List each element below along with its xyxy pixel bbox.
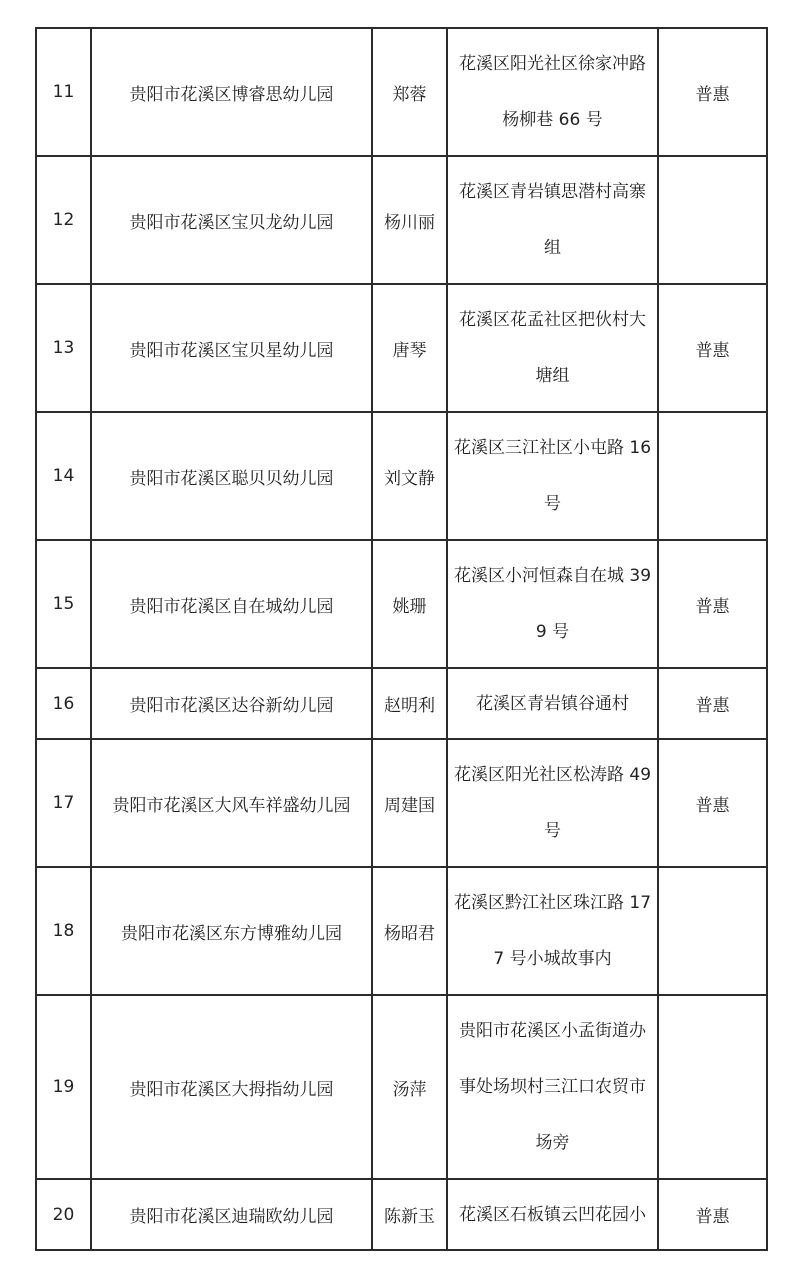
- type-label: 普惠: [658, 28, 767, 156]
- table-row: [36, 995, 767, 1179]
- kindergarten-name: 贵阳市花溪区大拇指幼儿园: [91, 995, 372, 1179]
- kindergarten-name: 贵阳市花溪区达谷新幼儿园: [91, 668, 372, 739]
- type-label: 普惠: [658, 668, 767, 739]
- address-line: 花溪区三江社区小屯路 16: [453, 438, 652, 458]
- head-name: 杨川丽: [372, 156, 447, 284]
- address-line: 花溪区花孟社区把伙村大: [459, 310, 646, 330]
- table-row: [36, 284, 767, 412]
- table-row: [36, 412, 767, 540]
- table-row: [36, 540, 767, 668]
- head-name: 周建国: [372, 739, 447, 867]
- type-label: 普惠: [658, 739, 767, 867]
- table-row: [36, 28, 767, 156]
- address-cell: [447, 28, 658, 156]
- address-cell: [447, 867, 658, 995]
- address-cell: [447, 540, 658, 668]
- address-cell: [447, 412, 658, 540]
- address-cell: [447, 156, 658, 284]
- table-row: [36, 739, 767, 867]
- table-body: [36, 28, 767, 1250]
- row-number: 16: [36, 668, 91, 739]
- address-line: 组: [544, 238, 561, 258]
- row-number: 17: [36, 739, 91, 867]
- type-label: [658, 412, 767, 540]
- head-name: 姚珊: [372, 540, 447, 668]
- address-line: 场旁: [535, 1133, 570, 1153]
- address-line: 花溪区阳光社区松涛路 49: [453, 765, 652, 785]
- head-name: 刘文静: [372, 412, 447, 540]
- row-number: 11: [36, 28, 91, 156]
- kindergarten-name: 贵阳市花溪区聪贝贝幼儿园: [91, 412, 372, 540]
- type-label: [658, 867, 767, 995]
- head-name: 陈新玉: [372, 1179, 447, 1250]
- kindergarten-name: 贵阳市花溪区大风车祥盛幼儿园: [91, 739, 372, 867]
- table-row: [36, 156, 767, 284]
- address-cell: [447, 668, 658, 739]
- address-line: 花溪区石板镇云凹花园小: [459, 1204, 646, 1225]
- type-label: [658, 156, 767, 284]
- address-cell: [447, 284, 658, 412]
- kindergarten-table: [35, 27, 768, 1251]
- row-number: 14: [36, 412, 91, 540]
- address-line: 塘组: [535, 366, 570, 386]
- address-line: 号: [544, 494, 561, 514]
- table-row: [36, 1179, 767, 1250]
- kindergarten-name: 贵阳市花溪区博睿思幼儿园: [91, 28, 372, 156]
- head-name: 杨昭君: [372, 867, 447, 995]
- address-line: 9 号: [535, 622, 570, 642]
- table-row: [36, 668, 767, 739]
- address-line: 花溪区小河恒森自在城 39: [453, 566, 652, 586]
- kindergarten-name: 贵阳市花溪区东方博雅幼儿园: [91, 867, 372, 995]
- address-line: 号: [544, 821, 561, 841]
- address-line: 贵阳市花溪区小孟街道办: [459, 1021, 646, 1041]
- address-line: 7 号小城故事内: [493, 949, 612, 969]
- kindergarten-name: 贵阳市花溪区迪瑞欧幼儿园: [91, 1179, 372, 1250]
- type-label: 普惠: [658, 540, 767, 668]
- head-name: 郑蓉: [372, 28, 447, 156]
- address-line: 花溪区黔江社区珠江路 17: [453, 893, 652, 913]
- address-cell: [447, 995, 658, 1179]
- row-number: 13: [36, 284, 91, 412]
- type-label: 普惠: [658, 284, 767, 412]
- kindergarten-name: 贵阳市花溪区宝贝星幼儿园: [91, 284, 372, 412]
- row-number: 18: [36, 867, 91, 995]
- row-number: 20: [36, 1179, 91, 1250]
- address-line: 花溪区青岩镇思潜村高寨: [459, 182, 646, 202]
- head-name: 唐琴: [372, 284, 447, 412]
- address-line: 事处场坝村三江口农贸市: [459, 1077, 646, 1097]
- address-cell: [447, 739, 658, 867]
- address-cell: [447, 1179, 658, 1250]
- address-line: 杨柳巷 66 号: [502, 110, 603, 130]
- head-name: 赵明利: [372, 668, 447, 739]
- row-number: 19: [36, 995, 91, 1179]
- kindergarten-name: 贵阳市花溪区自在城幼儿园: [91, 540, 372, 668]
- address-line: 花溪区青岩镇谷通村: [476, 693, 629, 714]
- table-row: [36, 867, 767, 995]
- kindergarten-name: 贵阳市花溪区宝贝龙幼儿园: [91, 156, 372, 284]
- row-number: 15: [36, 540, 91, 668]
- address-line: 花溪区阳光社区徐家冲路: [459, 54, 646, 74]
- row-number: 12: [36, 156, 91, 284]
- type-label: [658, 995, 767, 1179]
- head-name: 汤萍: [372, 995, 447, 1179]
- type-label: 普惠: [658, 1179, 767, 1250]
